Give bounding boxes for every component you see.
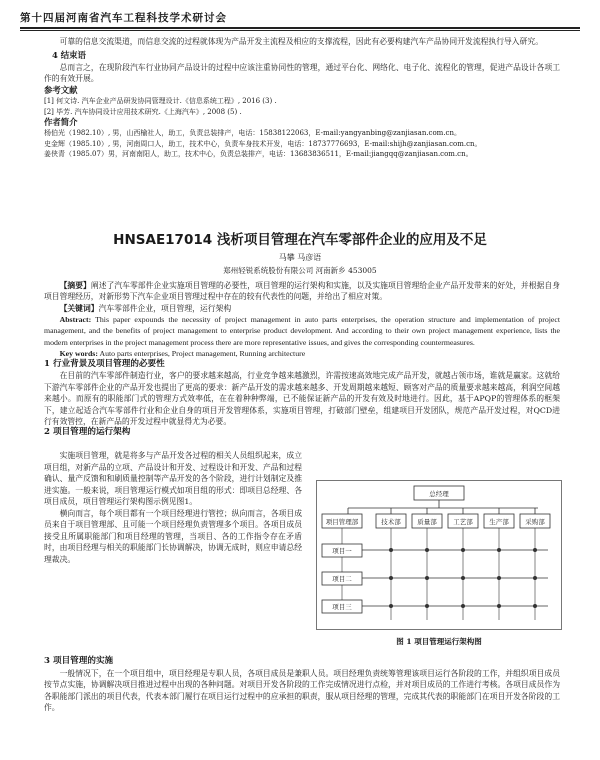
func-dept-box bbox=[448, 514, 478, 528]
abstract-en-text: This paper expounds the necessity of project management in auto parts enterprises, the operation structure and implementation of project management, and the benefits of project management to enterprise product development. And according to their own project management experience, lists the modern enterprises in the project management process there are more representative issues, and gives the corresponding countermeasures. bbox=[44, 315, 560, 347]
body-lower-2 bbox=[44, 668, 560, 714]
keywords-cn-text: 汽车零部件企业，项目管理，运行架构 bbox=[98, 303, 232, 313]
keywords-en-label: Key words: bbox=[59, 348, 98, 358]
prev-tail-paragraph: 可靠的信息交流渠道，而信息交流的过程就体现为产品开发主流程及相应的支撑流程，因此有必要构建汽车产品协同开发流程执行导入研究。 bbox=[59, 37, 543, 46]
func-dept-label: 质量部 bbox=[417, 518, 437, 526]
author-bio-heading: 作者简介 bbox=[44, 117, 78, 128]
section-1-heading: 1 行业背景及项目管理的必要性 bbox=[44, 359, 165, 370]
func-dept-label: 采购部 bbox=[525, 518, 545, 526]
abstract-en-label: Abstract: bbox=[59, 315, 92, 325]
abstract-cn-text: 阐述了汽车零部件企业实施项目管理的必要性，项目管理的运行架构和实施，以及实施项目管理给企业产品开发带来的好处，并根据自身项目管理经历，对新形势下汽车企业项目管理过程中存在的较有代表性的问题，并给出了相应对策。 bbox=[44, 281, 560, 302]
figure-caption: 图 1 项目管理运行架构图 bbox=[396, 637, 482, 646]
ceo-label: 总经理 bbox=[429, 490, 449, 498]
section-2-text-1: 实施项目管理，就是将多与产品开发各过程的相关人员组织起来，成立项目组，对新产品的立项、产品设计和开发、过程设计和开发、产品和过程确认、量产反馈和和刷质量控制等产品开发的各个阶段，进行计划制定及推进实施。一般来说，项目管理运行模式如项目组的形式：即项目总经理、各项目成员，项目管理运行架构图示例见图1。 bbox=[44, 451, 302, 506]
abstract-en bbox=[44, 314, 560, 348]
article-affiliation: 郑州轻锐系统股份有限公司 河南新乡 453005 bbox=[223, 266, 377, 275]
func-dept-box bbox=[484, 514, 514, 528]
section-1-text: 在目前的汽车零部件制造行业，客户的要求越来越高，行业竞争越来越激烈，许需按速高效地完成产品开发，就越占领市场，谁就是赢家。这就给下游汽车零部件企业的产品开发也提出了更高的要求：新产品开发的需求越来越多、开发周期越来越短、顾客对产品的质量要求越来越高，利润空间越来越小。而原有的职能部门式的管理方式效率低，在在着种种弊端，已不能保证新产品的开发有效及时地进行。因此，基于APQP的管理体系的框架下，建立起适合汽车零部件行业和企业自身的项目开发管理体系，实施项目管理，打破部门壁垒，组建项目开发团队，规范产品开发过程，对QCD进行有效管控，在新产品的开发过程中就显得尤为必要。 bbox=[44, 371, 560, 427]
header-rule bbox=[20, 27, 580, 29]
keywords-en-text: Auto parts enterprises, Project management, Running architecture bbox=[99, 348, 306, 358]
abstract-block bbox=[44, 280, 560, 439]
header-rule-thin bbox=[20, 30, 580, 31]
pm-dept-box bbox=[322, 514, 362, 528]
ceo-box bbox=[414, 486, 464, 500]
body-lower bbox=[44, 560, 560, 667]
reference-item: [2] 毕芳. 汽车协同设计应用技术研究.《上海汽车》, 2008 (5) . bbox=[44, 107, 242, 116]
keywords-cn bbox=[44, 303, 560, 314]
project-row-label: 项目三 bbox=[332, 603, 352, 611]
previous-article bbox=[44, 36, 560, 160]
article-authors: 马攀 马彦语 bbox=[278, 253, 322, 262]
func-dept-box bbox=[376, 514, 406, 528]
conclusion-heading: 4 结束语 bbox=[52, 50, 86, 61]
author-bio: 史金辉（1985.10）, 男，河南周口人，助工，技术中心，负责车身技术开发，电话：18737776693，E-mail:shijh@zanjiasan.com.cn。 bbox=[44, 139, 482, 148]
article-title: HNSAE17014 浅析项目管理在汽车零部件企业的应用及不足 bbox=[113, 232, 487, 248]
func-dept-label: 生产部 bbox=[489, 518, 509, 526]
keywords-en bbox=[44, 348, 560, 359]
reference-item: [1] 何文诗. 汽车企业产品研发协同管理设计.《信息系统工程》, 2016 (3) . bbox=[44, 97, 277, 106]
pm-dept-label: 项目管理部 bbox=[325, 518, 359, 526]
project-row-label: 项目一 bbox=[332, 547, 352, 555]
section-2-column bbox=[44, 450, 302, 565]
abstract-cn bbox=[44, 280, 560, 303]
references-heading: 参考文献 bbox=[44, 84, 78, 95]
project-row-box bbox=[322, 544, 362, 557]
author-bio: 杨伯光（1982.10）, 男，山西榆社人，助工，负责总装排产，电话：15838122063，E-mail:yangyanbing@zanjiasan.com.cn。 bbox=[44, 129, 461, 138]
keywords-label: 【关键词】 bbox=[59, 303, 99, 313]
author-bio: 姜侠青（1985.07）男，河南南阳人，助工，技术中心，负责总装排产，电话：13683836511，E-mail:jiangqq@zanjiasan.com.cn。 bbox=[44, 150, 473, 159]
project-row-label: 项目二 bbox=[332, 575, 352, 583]
conclusion-text: 总而言之，在现阶段汽车行业协同产品设计的过程中应该注重协同性的管理，通过平台化、网络化、电子化、流程化的管理，促进产品设计各项工作的有效开展。 bbox=[44, 62, 560, 84]
func-dept-box bbox=[412, 514, 442, 528]
func-dept-label: 工艺部 bbox=[453, 518, 473, 526]
section-2-text-2: 横向而言，每个项目都有一个项目经理进行管控；纵向而言，各项目成员来自于项目管理部、且可能一个项目经理负责管理多个项目。各项目成员接受且所属职能部门和项目经理的管理，当项目、各的工作指令存在矛盾时，由项目经理与相关的职能部门长协调解决，协调无成时，则应申请总经理裁决。 bbox=[44, 508, 302, 564]
func-dept-label: 技术部 bbox=[381, 518, 401, 526]
running-header: 第十四届河南省汽车工程科技学术研讨会 bbox=[20, 12, 227, 24]
section-3-text: 一般情况下，在一个项目组中，项目经理是专职人员，各项目成员是兼职人员。项目经理负责统筹管理该项目运行各阶段的工作，并组织项目成员按节点实施，协调解决项目推进过程中出现的各种问题。对项目开发各阶段的工作完成情况进行点检，并对项目成员的工作进行考核。各项目成员作为各职能部门派出的项目代表，代表本部门履行在项目运行过程中的应承担的职责，服从项目经理的管理，完成其代表的职能部门在项目开发各阶段的工作。 bbox=[44, 669, 560, 713]
section-2-heading: 2 项目管理的运行架构 bbox=[44, 427, 131, 438]
section-3-heading: 3 项目管理的实施 bbox=[44, 656, 114, 666]
func-dept-box bbox=[520, 514, 550, 528]
abstract-label: 【摘要】 bbox=[59, 281, 91, 290]
